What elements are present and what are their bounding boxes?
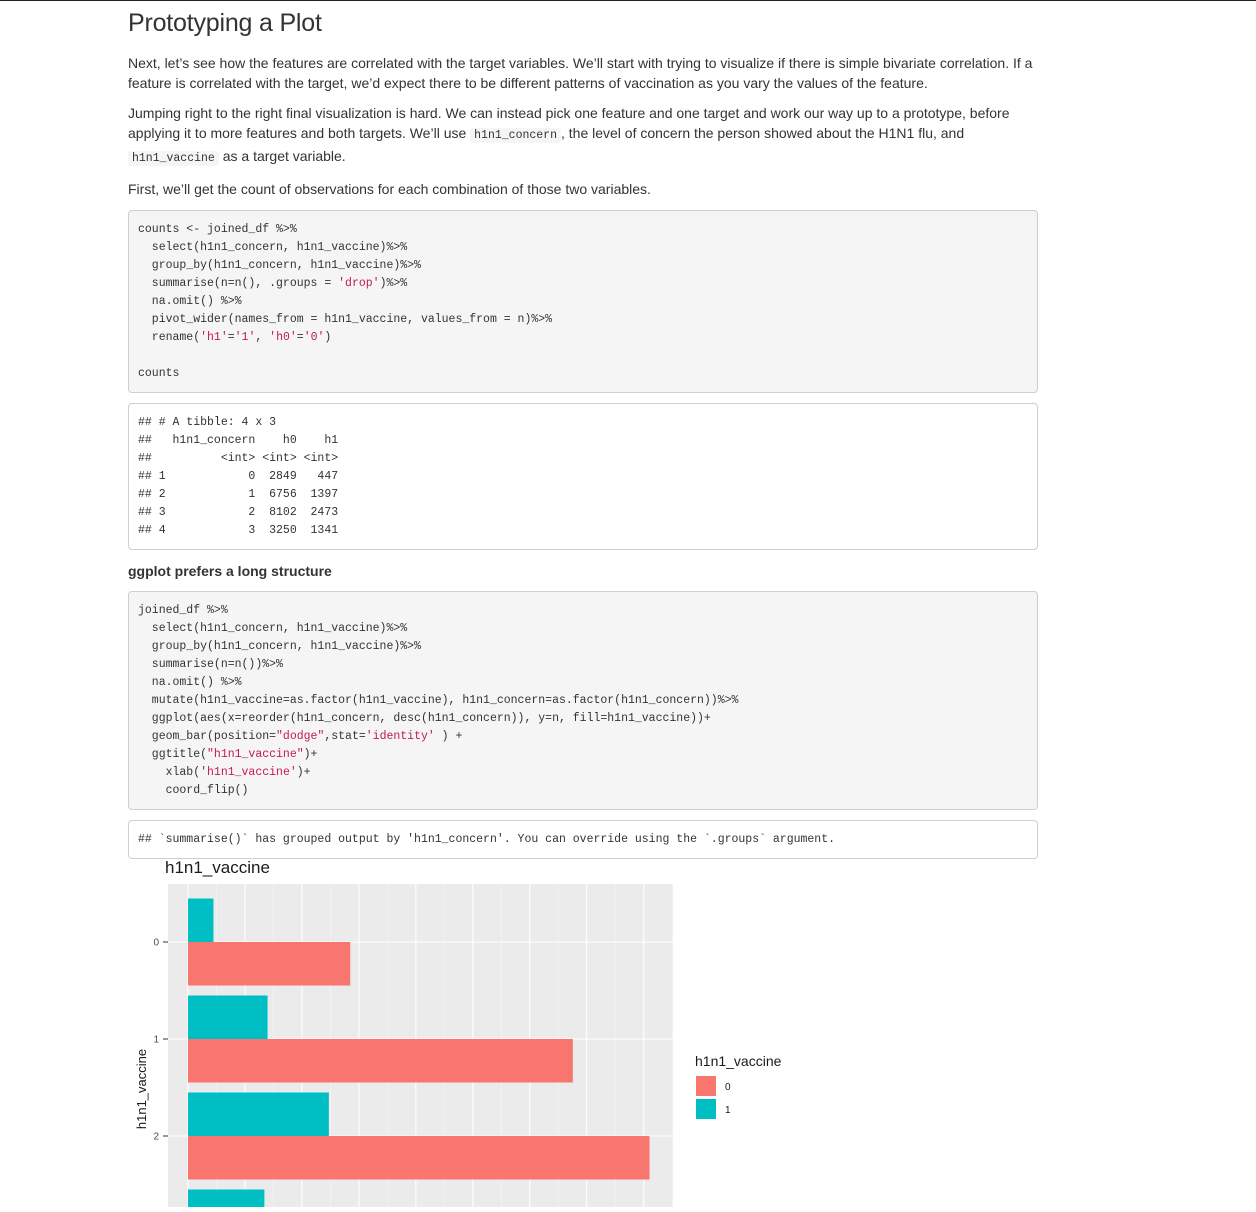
bar-vaccine-0 [188, 1039, 573, 1083]
approach-paragraph [128, 103, 1038, 169]
code-line: group_by(h1n1_concern, h1n1_vaccine)%>% [138, 259, 421, 272]
legend-key [696, 1099, 716, 1119]
y-tick-label: 1 [153, 1034, 159, 1046]
code-line: coord_flip() [138, 784, 249, 797]
code-line: na.omit() %>% [138, 295, 242, 308]
code-line: rename('h1'='1', 'h0'='0') [138, 331, 332, 344]
code-line: select(h1n1_concern, h1n1_vaccine)%>% [138, 241, 408, 254]
code-line: pivot_wider(names_from = h1n1_vaccine, values_from = n)%>% [138, 313, 553, 326]
legend-label: 0 [725, 1082, 731, 1093]
code-line: summarise(n=n(), .groups = 'drop')%>% [138, 277, 408, 290]
code-block-counts[interactable] [128, 210, 1038, 393]
paragraph-text: , the level of concern the person showed about the H1N1 flu, and [560, 125, 965, 141]
code-line: na.omit() %>% [138, 676, 242, 689]
count-paragraph: First, we’ll get the count of observations for each combination of those two variables. [128, 181, 651, 197]
output-line: ## 2 1 6756 1397 [138, 488, 339, 501]
bar-vaccine-1 [188, 1190, 264, 1208]
code-block-ggplot[interactable] [128, 591, 1038, 810]
inline-code-vaccine: h1n1_vaccine [128, 151, 219, 166]
code-line: geom_bar(position="dodge",stat='identity' ) + [138, 730, 463, 743]
paragraph-text: Jumping right to the right final visualization is hard. We can instead pick one feature and one target and work our way up to a prototype, before applying it to more features and both targets. We’ll use [128, 105, 1010, 141]
code-line: joined_df %>% [138, 604, 228, 617]
subheading: ggplot prefers a long structure [128, 563, 332, 579]
bar-vaccine-1 [188, 899, 213, 943]
legend-title: h1n1_vaccine [695, 1053, 782, 1069]
section-heading: Prototyping a Plot [128, 9, 322, 37]
code-line: counts [138, 367, 180, 380]
code-line: ggplot(aes(x=reorder(h1n1_concern, desc(h1n1_concern)), y=n, fill=h1n1_vaccine))+ [138, 712, 711, 725]
chart-svg [128, 850, 828, 1207]
bar-vaccine-0 [188, 1136, 650, 1180]
bar-vaccine-1 [188, 996, 268, 1040]
output-line: ## 1 0 2849 447 [138, 470, 339, 483]
legend-key [696, 1076, 716, 1096]
y-tick-label: 2 [153, 1131, 159, 1143]
code-line [138, 347, 1028, 365]
code-line: select(h1n1_concern, h1n1_vaccine)%>% [138, 622, 408, 635]
chart-title: h1n1_vaccine [165, 858, 270, 877]
output-line: ## 3 2 8102 2473 [138, 506, 339, 519]
output-line: ## <int> <int> <int> [138, 452, 339, 465]
code-line: mutate(h1n1_vaccine=as.factor(h1n1_vaccine), h1n1_concern=as.factor(h1n1_concern))%>% [138, 694, 739, 707]
output-line: ## 4 3 3250 1341 [138, 524, 339, 537]
output-line: ## # A tibble: 4 x 3 [138, 416, 277, 429]
inline-code-concern: h1n1_concern [470, 128, 561, 143]
paragraph-text: as a target variable. [218, 148, 346, 164]
output-block-tibble[interactable] [128, 403, 1038, 550]
code-line: xlab('h1n1_vaccine')+ [138, 766, 311, 779]
article-content [128, 0, 1038, 859]
code-line: counts <- joined_df %>% [138, 223, 297, 236]
legend-label: 1 [725, 1105, 731, 1116]
bar-chart [128, 850, 828, 1207]
y-axis-title: h1n1_vaccine [134, 1048, 149, 1130]
code-line: ggtitle("h1n1_vaccine")+ [138, 748, 318, 761]
output-message: ## `summarise()` has grouped output by 'h1n1_concern'. You can override using the `.groups` argument. [138, 833, 836, 846]
bar-vaccine-0 [188, 942, 350, 986]
y-tick-label: 0 [153, 937, 159, 949]
bar-vaccine-1 [188, 1093, 329, 1137]
output-line: ## h1n1_concern h0 h1 [138, 434, 339, 447]
code-line: group_by(h1n1_concern, h1n1_vaccine)%>% [138, 640, 421, 653]
code-line: summarise(n=n())%>% [138, 658, 283, 671]
intro-paragraph: Next, let’s see how the features are correlated with the target variables. We’ll start with trying to visualize if there is simple bivariate correlation. If a feature is correlated with the target, we’d expect there to be different patterns of vaccination as you vary the values of the feature. [128, 55, 1033, 91]
